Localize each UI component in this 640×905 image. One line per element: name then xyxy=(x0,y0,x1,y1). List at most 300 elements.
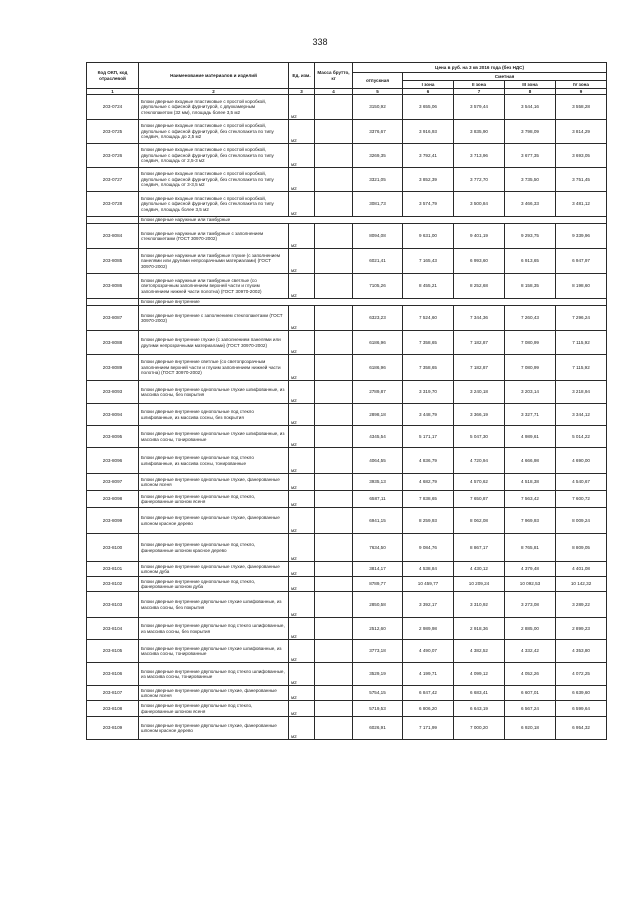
column-index: 6 xyxy=(403,89,454,95)
price-zone-3-cell: 4 379,48 xyxy=(505,562,556,577)
unit-cell: м2 xyxy=(289,168,315,192)
code-cell: 203-0724 xyxy=(87,95,139,120)
name-cell: Блоки дверные входные пластиковые с простой коробкой, двупольные с офисной фурнитурой, без стеклопакета по типу сэндвич, площадь до 2,5 м2 xyxy=(139,120,289,144)
table-row xyxy=(87,491,607,508)
mass-cell xyxy=(315,355,353,381)
price-zone-4-cell: 8 009,24 xyxy=(556,508,607,534)
price-zone-1-cell: 2 989,98 xyxy=(403,618,454,640)
price-zone-1-cell: 6 806,20 xyxy=(403,701,454,717)
name-cell: Блоки дверные внутренние однопольные глухие, фанерованные шпоном ясеня xyxy=(139,474,289,491)
name-cell: Блоки дверные входные пластиковые с простой коробкой, двупольные с офисной фурнитурой, без стеклопакета по типу сэндвич, площадь от 2,5-3 м2 xyxy=(139,144,289,168)
price-zone-2-cell: 4 382,52 xyxy=(454,640,505,663)
price-zone-4-cell: 3 289,22 xyxy=(556,592,607,618)
name-cell: Блоки дверные внутренние однопольные глухие шлифованные, из массива сосны, тонированные xyxy=(139,426,289,448)
price-zone-2-cell: 3 835,90 xyxy=(454,120,505,144)
price-zone-1-cell: 3 916,93 xyxy=(403,120,454,144)
price-zone-4-cell: 7 115,92 xyxy=(556,331,607,355)
table-row xyxy=(87,224,607,249)
price-zone-4-cell: 4 353,80 xyxy=(556,640,607,663)
mass-cell xyxy=(315,562,353,577)
price-zone-2-cell: 7 000,20 xyxy=(454,717,505,740)
header-name: Наименование материалов и изделий xyxy=(139,63,289,89)
unit-cell: м2 xyxy=(289,474,315,491)
price-zone-4-cell: 8 198,60 xyxy=(556,274,607,299)
price-zone-1-cell: 4 490,07 xyxy=(403,640,454,663)
price-released-cell: 2789,87 xyxy=(353,381,403,404)
price-zone-1-cell: 10 459,77 xyxy=(403,577,454,592)
price-zone-2-cell: 8 867,17 xyxy=(454,534,505,562)
price-zone-1-cell: 3 852,39 xyxy=(403,168,454,192)
mass-cell xyxy=(315,640,353,663)
price-zone-2-cell: 3 366,19 xyxy=(454,404,505,426)
unit-cell: м2 xyxy=(289,144,315,168)
header-zone-2: II зона xyxy=(454,81,505,89)
unit-cell: м2 xyxy=(289,381,315,404)
price-released-cell: 7634,50 xyxy=(353,534,403,562)
unit-cell: м2 xyxy=(289,426,315,448)
price-zone-4-cell: 3 481,12 xyxy=(556,192,607,217)
code-cell: 203-8096 xyxy=(87,448,139,474)
price-released-cell: 6186,96 xyxy=(353,355,403,381)
mass-cell xyxy=(315,717,353,740)
header-zone-4: IV зона xyxy=(556,81,607,89)
header-zone-1: I зона xyxy=(403,81,454,89)
price-zone-3-cell: 10 092,53 xyxy=(505,577,556,592)
code-cell: 203-8089 xyxy=(87,355,139,381)
mass-cell xyxy=(315,192,353,217)
price-zone-2-cell: 3 310,92 xyxy=(454,592,505,618)
price-zone-1-cell: 4 682,79 xyxy=(403,474,454,491)
code-cell: 203-8105 xyxy=(87,640,139,663)
price-zone-1-cell: 9 084,76 xyxy=(403,534,454,562)
price-released-cell: 4064,55 xyxy=(353,448,403,474)
price-zone-1-cell: 7 838,65 xyxy=(403,491,454,508)
price-zone-2-cell: 9 401,19 xyxy=(454,224,505,249)
price-zone-3-cell: 3 466,33 xyxy=(505,192,556,217)
section-row xyxy=(87,299,607,306)
price-zone-2-cell: 7 182,87 xyxy=(454,331,505,355)
price-zone-4-cell: 6 639,60 xyxy=(556,686,607,701)
section-row xyxy=(87,217,607,224)
name-cell: Блоки дверные внутренние двупольные глухие, фанерованные шпоном ясеня xyxy=(139,686,289,701)
price-released-cell: 6323,23 xyxy=(353,306,403,331)
price-zone-3-cell: 9 293,75 xyxy=(505,224,556,249)
table-row xyxy=(87,274,607,299)
price-released-cell: 6021,41 xyxy=(353,249,403,274)
table-row xyxy=(87,120,607,144)
name-cell: Блоки дверные входные пластиковые с простой коробкой, двупольные с офисной фурнитурой, с двухкамерным стеклопакетом (32 мм), площадь более 3,5 м2 xyxy=(139,95,289,120)
price-zone-3-cell: 3 735,50 xyxy=(505,168,556,192)
unit-cell: м2 xyxy=(289,577,315,592)
price-released-cell: 3529,19 xyxy=(353,663,403,686)
code-cell: 203-8101 xyxy=(87,562,139,577)
price-zone-2-cell: 4 430,12 xyxy=(454,562,505,577)
header-estimate: Сметная xyxy=(403,73,607,81)
price-zone-1-cell: 3 392,17 xyxy=(403,592,454,618)
name-cell: Блоки дверные внутренние однопольные глухие шлифованные, из массива сосны, без покрытия xyxy=(139,381,289,404)
unit-cell: м2 xyxy=(289,508,315,534)
price-zone-4-cell: 6 599,64 xyxy=(556,701,607,717)
mass-cell xyxy=(315,249,353,274)
table-row xyxy=(87,474,607,491)
table-row xyxy=(87,95,607,120)
mass-cell xyxy=(315,144,353,168)
price-zone-1-cell: 4 538,84 xyxy=(403,562,454,577)
price-zone-2-cell: 8 252,68 xyxy=(454,274,505,299)
unit-cell: м2 xyxy=(289,192,315,217)
column-index: 7 xyxy=(454,89,505,95)
price-zone-1-cell: 8 455,21 xyxy=(403,274,454,299)
name-cell: Блоки дверные внутренние светлые (со светопрозрачным заполнением верхней части и глухим заполнением нижней части полотна) (ГОСТ 30970-2002) xyxy=(139,355,289,381)
price-zone-1-cell: 7 358,65 xyxy=(403,331,454,355)
price-zone-2-cell: 4 720,94 xyxy=(454,448,505,474)
table-row xyxy=(87,306,607,331)
code-cell: 203-8100 xyxy=(87,534,139,562)
page-number: 338 xyxy=(312,37,328,47)
price-released-cell: 6587,11 xyxy=(353,491,403,508)
price-table xyxy=(86,62,607,740)
table-row xyxy=(87,592,607,618)
price-zone-3-cell: 6 920,18 xyxy=(505,717,556,740)
price-zone-4-cell: 4 072,25 xyxy=(556,663,607,686)
mass-cell xyxy=(315,120,353,144)
price-zone-1-cell: 8 259,93 xyxy=(403,508,454,534)
column-index: 8 xyxy=(505,89,556,95)
price-zone-1-cell: 6 847,42 xyxy=(403,686,454,701)
column-index: 2 xyxy=(139,89,289,95)
name-cell: Блоки дверные внутренние двупольные под стекло шлифованные, из массива сосны, тонированные xyxy=(139,663,289,686)
mass-cell xyxy=(315,448,353,474)
unit-cell: м2 xyxy=(289,717,315,740)
unit-cell: м2 xyxy=(289,491,315,508)
table-row xyxy=(87,618,607,640)
code-cell: 203-8088 xyxy=(87,331,139,355)
price-released-cell: 6941,15 xyxy=(353,508,403,534)
price-zone-4-cell: 3 751,45 xyxy=(556,168,607,192)
unit-cell: м2 xyxy=(289,355,315,381)
name-cell: Блоки дверные внутренние однопольные глухие, фанерованные шпоном дуба xyxy=(139,562,289,577)
mass-cell xyxy=(315,224,353,249)
column-index: 9 xyxy=(556,89,607,95)
column-index: 1 xyxy=(87,89,139,95)
price-zone-3-cell: 7 260,43 xyxy=(505,306,556,331)
header-zone-3: III зона xyxy=(505,81,556,89)
unit-cell: м2 xyxy=(289,701,315,717)
price-zone-4-cell: 6 947,97 xyxy=(556,249,607,274)
price-zone-2-cell: 6 993,60 xyxy=(454,249,505,274)
price-zone-1-cell: 3 655,06 xyxy=(403,95,454,120)
unit-cell: м2 xyxy=(289,331,315,355)
name-cell: Блоки дверные внутренние однопольные под стекло, фанерованные шпоном красное дерево xyxy=(139,534,289,562)
table-row xyxy=(87,381,607,404)
price-released-cell: 5719,53 xyxy=(353,701,403,717)
price-released-cell: 2898,18 xyxy=(353,404,403,426)
price-released-cell: 3376,67 xyxy=(353,120,403,144)
table-row xyxy=(87,331,607,355)
code-cell: 203-0727 xyxy=(87,168,139,192)
price-released-cell: 2512,60 xyxy=(353,618,403,640)
mass-cell xyxy=(315,306,353,331)
price-zone-3-cell: 7 080,99 xyxy=(505,331,556,355)
price-zone-3-cell: 3 203,14 xyxy=(505,381,556,404)
price-zone-3-cell: 3 677,35 xyxy=(505,144,556,168)
price-zone-4-cell: 7 296,24 xyxy=(556,306,607,331)
header-price-group: Цена в руб. на 3 кв 2016 года (без НДС) xyxy=(353,63,607,73)
price-zone-3-cell: 3 798,09 xyxy=(505,120,556,144)
price-zone-4-cell: 10 142,32 xyxy=(556,577,607,592)
code-cell: 203-8086 xyxy=(87,274,139,299)
mass-cell xyxy=(315,95,353,120)
unit-cell: м2 xyxy=(289,618,315,640)
table-row xyxy=(87,249,607,274)
price-zone-3-cell: 4 989,61 xyxy=(505,426,556,448)
name-cell: Блоки дверные внутренние двупольные под стекло, фанерованные шпоном ясеня xyxy=(139,701,289,717)
price-zone-1-cell: 7 165,43 xyxy=(403,249,454,274)
price-zone-3-cell: 2 885,00 xyxy=(505,618,556,640)
code-cell: 203-8093 xyxy=(87,381,139,404)
price-zone-4-cell: 3 344,12 xyxy=(556,404,607,426)
price-zone-1-cell: 5 171,17 xyxy=(403,426,454,448)
price-zone-3-cell: 3 327,71 xyxy=(505,404,556,426)
price-zone-2-cell: 6 643,19 xyxy=(454,701,505,717)
price-zone-2-cell: 5 047,30 xyxy=(454,426,505,448)
price-zone-2-cell: 3 500,84 xyxy=(454,192,505,217)
unit-cell: м2 xyxy=(289,274,315,299)
table-row xyxy=(87,562,607,577)
unit-cell: м2 xyxy=(289,224,315,249)
name-cell: Блоки дверные внутренние однопольные под стекло шлифованные, из массива сосны, тонированные xyxy=(139,448,289,474)
price-released-cell: 3321,05 xyxy=(353,168,403,192)
price-zone-2-cell: 7 344,36 xyxy=(454,306,505,331)
code-cell: 203-0725 xyxy=(87,120,139,144)
name-cell: Блоки дверные наружные или тамбурные светлые (со светопрозрачным заполнением верхней части и глухим заполнением нижней части полотна) (ГОСТ 30970-2002) xyxy=(139,274,289,299)
name-cell: Блоки дверные наружные или тамбурные с заполнением стеклопакетами (ГОСТ 30970-2002) xyxy=(139,224,289,249)
code-cell: 203-8108 xyxy=(87,701,139,717)
table-row xyxy=(87,355,607,381)
price-zone-1-cell: 7 171,99 xyxy=(403,717,454,740)
price-zone-4-cell: 5 014,22 xyxy=(556,426,607,448)
section-title: Блоки дверные внутренние xyxy=(139,299,607,306)
table-row xyxy=(87,717,607,740)
unit-cell: м2 xyxy=(289,592,315,618)
code-cell: 203-8085 xyxy=(87,249,139,274)
price-zone-2-cell: 2 918,36 xyxy=(454,618,505,640)
name-cell: Блоки дверные наружные или тамбурные глухие (с заполнением панелями или другими непрозрачными материалами) (ГОСТ 30970-2002) xyxy=(139,249,289,274)
name-cell: Блоки дверные внутренние однопольные глухие, фанерованные шпоном красное дерево xyxy=(139,508,289,534)
table-header xyxy=(87,63,607,95)
price-zone-4-cell: 9 339,96 xyxy=(556,224,607,249)
mass-cell xyxy=(315,274,353,299)
price-zone-2-cell: 7 650,87 xyxy=(454,491,505,508)
price-released-cell: 3081,73 xyxy=(353,192,403,217)
table-row xyxy=(87,577,607,592)
table-row xyxy=(87,192,607,217)
table-row xyxy=(87,701,607,717)
price-zone-4-cell: 7 115,92 xyxy=(556,355,607,381)
table-body xyxy=(87,95,607,740)
price-zone-1-cell: 3 792,41 xyxy=(403,144,454,168)
price-zone-1-cell: 3 448,79 xyxy=(403,404,454,426)
price-released-cell: 3150,92 xyxy=(353,95,403,120)
price-zone-1-cell: 7 358,65 xyxy=(403,355,454,381)
price-released-cell: 8789,77 xyxy=(353,577,403,592)
mass-cell xyxy=(315,168,353,192)
price-released-cell: 2850,58 xyxy=(353,592,403,618)
unit-cell: м2 xyxy=(289,640,315,663)
price-zone-2-cell: 10 209,24 xyxy=(454,577,505,592)
table-row xyxy=(87,686,607,701)
price-zone-2-cell: 4 570,62 xyxy=(454,474,505,491)
price-zone-2-cell: 7 182,87 xyxy=(454,355,505,381)
price-zone-3-cell: 8 765,81 xyxy=(505,534,556,562)
mass-cell xyxy=(315,381,353,404)
price-zone-1-cell: 3 574,79 xyxy=(403,192,454,217)
price-zone-1-cell: 9 631,00 xyxy=(403,224,454,249)
price-zone-2-cell: 3 240,18 xyxy=(454,381,505,404)
name-cell: Блоки дверные внутренние двупольные глухие шлифованные, из массива сосны, без покрытия xyxy=(139,592,289,618)
code-cell: 203-8098 xyxy=(87,491,139,508)
mass-cell xyxy=(315,404,353,426)
header-mass: Масса брутто, кг xyxy=(315,63,353,89)
code-cell: 203-8109 xyxy=(87,717,139,740)
name-cell: Блоки дверные внутренние глухие (с заполнением панелями или другими непрозрачными материалами) (ГОСТ 30970-2002) xyxy=(139,331,289,355)
name-cell: Блоки дверные внутренние однопольные под стекло, фанерованные шпоном ясеня xyxy=(139,491,289,508)
code-cell: 203-8084 xyxy=(87,224,139,249)
price-zone-3-cell: 4 518,38 xyxy=(505,474,556,491)
unit-cell: м2 xyxy=(289,534,315,562)
code-cell: 203-0726 xyxy=(87,144,139,168)
price-released-cell: 7105,26 xyxy=(353,274,403,299)
code-cell: 203-8094 xyxy=(87,404,139,426)
name-cell: Блоки дверные внутренние однопольные под стекло, фанерованные шпоном дуба xyxy=(139,577,289,592)
price-zone-4-cell: 2 899,23 xyxy=(556,618,607,640)
name-cell: Блоки дверные внутренние двупольные глухие шлифованные, из массива сосны, тонированные xyxy=(139,640,289,663)
name-cell: Блоки дверные внутренние двупольные глухие, фанерованные шпоном красное дерево xyxy=(139,717,289,740)
price-zone-3-cell: 6 607,01 xyxy=(505,686,556,701)
section-title: Блоки дверные наружные или тамбурные xyxy=(139,217,607,224)
mass-cell xyxy=(315,508,353,534)
price-zone-2-cell: 6 683,41 xyxy=(454,686,505,701)
code-cell: 203-0728 xyxy=(87,192,139,217)
name-cell: Блоки дверные внутренние с заполнением стеклопакетами (ГОСТ 30970-2002) xyxy=(139,306,289,331)
price-zone-3-cell: 3 273,08 xyxy=(505,592,556,618)
price-zone-2-cell: 3 713,96 xyxy=(454,144,505,168)
column-index: 4 xyxy=(315,89,353,95)
mass-cell xyxy=(315,534,353,562)
price-zone-3-cell: 4 332,42 xyxy=(505,640,556,663)
price-zone-4-cell: 3 814,29 xyxy=(556,120,607,144)
price-zone-1-cell: 4 836,79 xyxy=(403,448,454,474)
price-zone-3-cell: 6 913,65 xyxy=(505,249,556,274)
price-released-cell: 8094,08 xyxy=(353,224,403,249)
code-cell: 203-8097 xyxy=(87,474,139,491)
price-zone-1-cell: 4 199,71 xyxy=(403,663,454,686)
table-row xyxy=(87,404,607,426)
header-code: Код ОКП, код отраслевой xyxy=(87,63,139,89)
price-zone-4-cell: 7 600,72 xyxy=(556,491,607,508)
price-zone-4-cell: 3 218,94 xyxy=(556,381,607,404)
price-released-cell: 3773,18 xyxy=(353,640,403,663)
header-unit: Ед. изм. xyxy=(289,63,315,89)
code-cell: 203-8103 xyxy=(87,592,139,618)
table-row xyxy=(87,640,607,663)
price-zone-2-cell: 3 772,70 xyxy=(454,168,505,192)
unit-cell: м2 xyxy=(289,120,315,144)
name-cell: Блоки дверные внутренние однопольные под стекло шлифованные, из массива сосны, без покрытия xyxy=(139,404,289,426)
unit-cell: м2 xyxy=(289,448,315,474)
price-zone-3-cell: 6 567,24 xyxy=(505,701,556,717)
mass-cell xyxy=(315,701,353,717)
name-cell: Блоки дверные входные пластиковые с простой коробкой, двупольные с офисной фурнитурой, без стеклопакета по типу сэндвич, площадь более 3,5 м2 xyxy=(139,192,289,217)
price-zone-3-cell: 8 158,35 xyxy=(505,274,556,299)
mass-cell xyxy=(315,686,353,701)
price-zone-2-cell: 8 062,08 xyxy=(454,508,505,534)
table-row xyxy=(87,144,607,168)
unit-cell: м2 xyxy=(289,249,315,274)
price-zone-4-cell: 8 809,05 xyxy=(556,534,607,562)
table-row xyxy=(87,168,607,192)
unit-cell: м2 xyxy=(289,306,315,331)
unit-cell: м2 xyxy=(289,562,315,577)
price-released-cell: 3814,17 xyxy=(353,562,403,577)
price-zone-4-cell: 4 401,08 xyxy=(556,562,607,577)
mass-cell xyxy=(315,474,353,491)
price-zone-4-cell: 3 558,28 xyxy=(556,95,607,120)
mass-cell xyxy=(315,491,353,508)
price-zone-2-cell: 3 579,44 xyxy=(454,95,505,120)
table-row xyxy=(87,426,607,448)
name-cell: Блоки дверные входные пластиковые с простой коробкой, двупольные с офисной фурнитурой, без стеклопакета по типу сэндвич, площадь от 3-3,5 м2 xyxy=(139,168,289,192)
mass-cell xyxy=(315,426,353,448)
mass-cell xyxy=(315,618,353,640)
mass-cell xyxy=(315,663,353,686)
price-zone-4-cell: 3 693,05 xyxy=(556,144,607,168)
table-row xyxy=(87,663,607,686)
price-zone-3-cell: 7 563,42 xyxy=(505,491,556,508)
price-zone-3-cell: 4 052,26 xyxy=(505,663,556,686)
unit-cell: м2 xyxy=(289,686,315,701)
table-row xyxy=(87,448,607,474)
mass-cell xyxy=(315,592,353,618)
mass-cell xyxy=(315,577,353,592)
header-released: отпускная xyxy=(353,73,403,89)
table-row xyxy=(87,508,607,534)
column-index: 3 xyxy=(289,89,315,95)
price-zone-1-cell: 7 524,60 xyxy=(403,306,454,331)
name-cell: Блоки дверные внутренние двупольные под стекло шлифованные, из массива сосны, без покрытия xyxy=(139,618,289,640)
price-released-cell: 4345,54 xyxy=(353,426,403,448)
code-cell: 203-8106 xyxy=(87,663,139,686)
section-code-cell xyxy=(87,299,139,306)
price-zone-2-cell: 4 099,12 xyxy=(454,663,505,686)
table-row xyxy=(87,534,607,562)
column-index: 5 xyxy=(353,89,403,95)
price-zone-4-cell: 4 540,67 xyxy=(556,474,607,491)
code-cell: 203-8104 xyxy=(87,618,139,640)
price-released-cell: 5754,15 xyxy=(353,686,403,701)
unit-cell: м2 xyxy=(289,95,315,120)
code-cell: 203-8087 xyxy=(87,306,139,331)
unit-cell: м2 xyxy=(289,404,315,426)
price-zone-3-cell: 3 544,16 xyxy=(505,95,556,120)
price-released-cell: 3269,35 xyxy=(353,144,403,168)
price-zone-3-cell: 7 969,93 xyxy=(505,508,556,534)
code-cell: 203-8099 xyxy=(87,508,139,534)
code-cell: 203-8095 xyxy=(87,426,139,448)
price-zone-1-cell: 3 319,70 xyxy=(403,381,454,404)
price-released-cell: 3935,13 xyxy=(353,474,403,491)
code-cell: 203-8102 xyxy=(87,577,139,592)
